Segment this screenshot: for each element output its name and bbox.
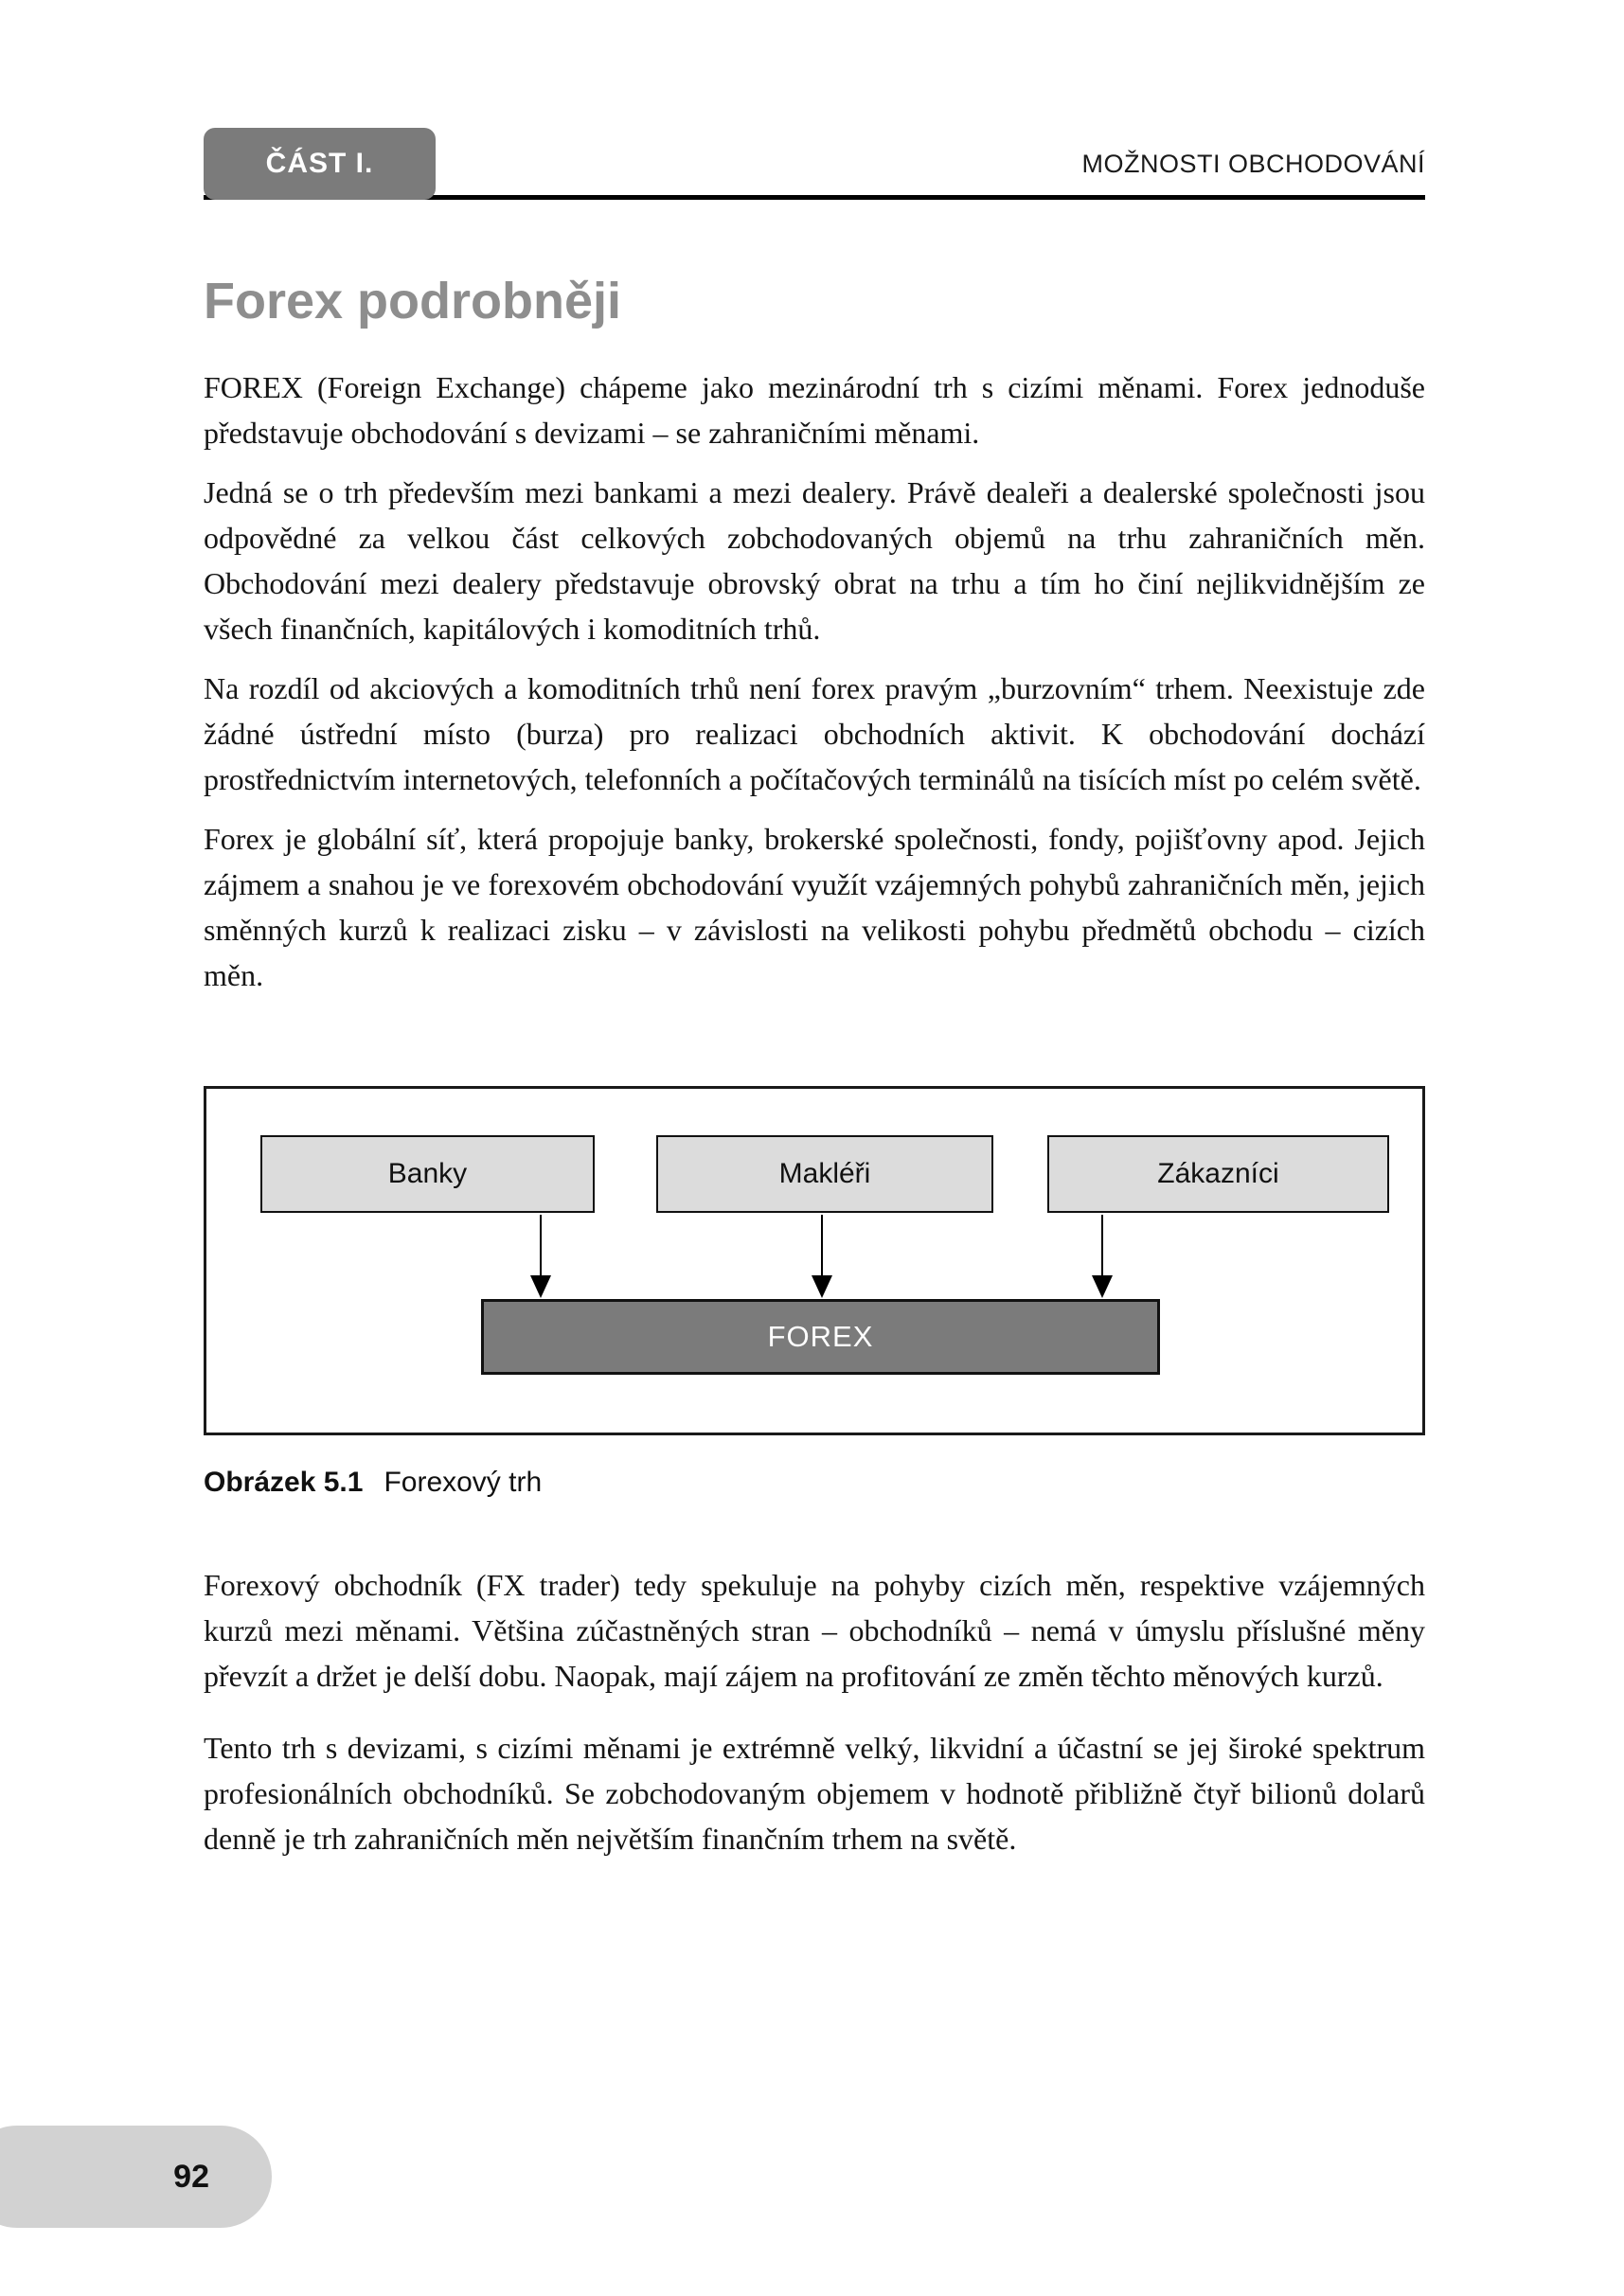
paragraph: Na rozdíl od akciových a komoditních trhů není forex pravým „burzovním“ trhem. Neexistuje zde žádné ústřední místo (burza) pro realizaci obchodních aktivit. K obchodování dochází prostřednictvím internetových, telefonních a počítačových terminálů na tisících míst po celém světě.: [204, 671, 1425, 796]
down-arrow-icon: [812, 1215, 832, 1298]
arrow-head: [530, 1275, 551, 1298]
paragraph: Forexový obchodník (FX trader) tedy spekuluje na pohyby cizích měn, respektive vzájemných kurzů mezi měnami. Většina zúčastněných stran – obchodníků – nemá v úmyslu příslušné měny převzít a držet je delší dobu. Naopak, mají zájem na profitování ze změn těchto měnových kurzů.: [204, 1568, 1425, 1693]
paragraph: Forex je globální síť, která propojuje banky, brokerské společnosti, fondy, pojišťovny apod. Jejich zájmem a snahou je ve forexovém obchodování využít vzájemných pohybů zahraničních měn, jejich směnných kurzů k realizaci zisku – v závislosti na velikosti pohybu předmětů obchodu – cizích měn.: [204, 822, 1425, 992]
paragraph: Jedná se o trh především mezi bankami a mezi dealery. Právě dealeři a dealerské společnosti jsou odpovědné za velkou část celkových zobchodovaných objemů na trhu zahraničních měn. Obchodování mezi dealery představuje obrovský obrat na trhu a tím ho činí nejlikvidnějším ze všech finančních, kapitálových i komoditních trhů.: [204, 475, 1425, 646]
figure-hub-forex: [481, 1299, 1160, 1375]
down-arrow-icon: [1092, 1215, 1113, 1298]
running-title: MOŽNOSTI OBCHODOVÁNÍ: [1081, 150, 1425, 178]
figure-caption-label: Obrázek 5.1: [204, 1467, 364, 1498]
down-arrow-icon: [530, 1215, 551, 1298]
page-title: Forex podrobněji: [204, 273, 622, 329]
arrow-shaft: [821, 1215, 823, 1275]
arrow-shaft: [540, 1215, 542, 1275]
figure-caption: [204, 1464, 1425, 1502]
figure-node-label: Makléři: [778, 1158, 871, 1189]
page-number: 92: [173, 2158, 209, 2195]
figure-node-label: Banky: [387, 1158, 468, 1189]
figure-forex-market: [204, 1086, 1425, 1435]
figure-node-zakaznici: [1047, 1135, 1389, 1213]
figure-caption-text: Forexový trh: [384, 1467, 543, 1498]
figure-hub-label: FOREX: [767, 1320, 874, 1353]
main-column: [204, 272, 1425, 1876]
figure-node-banky: [260, 1135, 595, 1213]
paragraph: FOREX (Foreign Exchange) chápeme jako mezinárodní trh s cizími měnami. Forex jednoduše představuje obchodování s devizami – se zahraničními měnami.: [204, 370, 1425, 450]
part-badge-label: ČÁST I.: [265, 148, 374, 179]
arrow-head: [1092, 1275, 1113, 1298]
arrow-head: [812, 1275, 832, 1298]
arrow-shaft: [1101, 1215, 1103, 1275]
part-badge: [204, 128, 436, 200]
figure-node-label: Zákazníci: [1157, 1158, 1279, 1189]
paragraph: Tento trh s devizami, s cizími měnami je extrémně velký, likvidní a účastní se jej široké spektrum profesionálních obchodníků. Se zobchodovaným objemem v hodnotě přibližně čtyř bilionů dolarů denně je trh zahraničních měn největším finančním trhem na světě.: [204, 1731, 1425, 1856]
page-number-pill: [0, 2126, 272, 2228]
figure-node-makleri: [656, 1135, 993, 1213]
